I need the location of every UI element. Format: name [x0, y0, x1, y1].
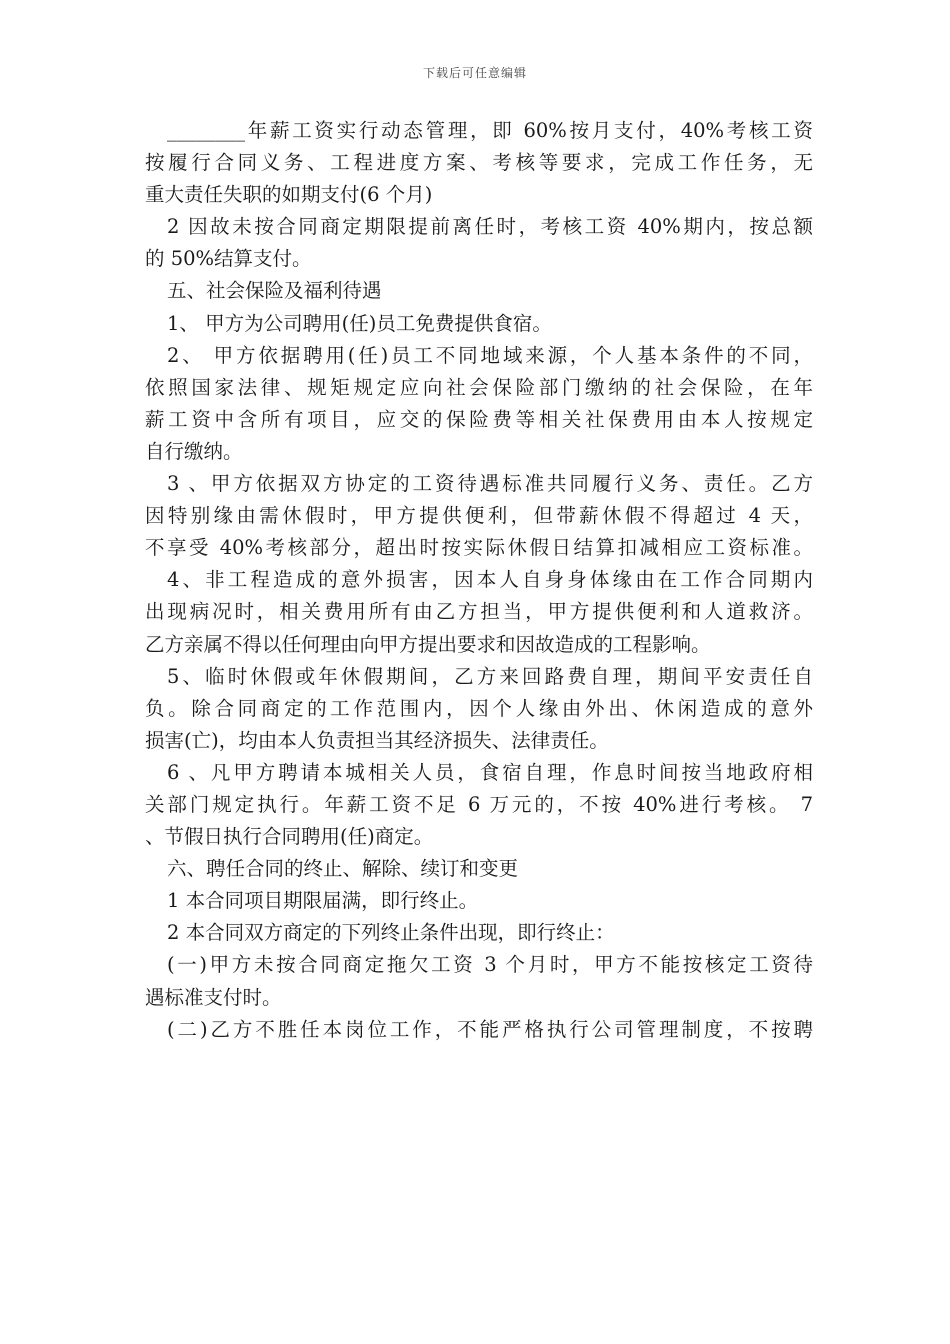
document-body [145, 115, 813, 1046]
text-line: 2 因故未按合同商定期限提前离任时，考核工资 40%期内，按总额 [167, 215, 813, 239]
text-line: (二)乙方不胜任本岗位工作，不能严格执行公司管理制度，不按聘 [167, 1017, 813, 1041]
text-line: 关部门规定执行。年薪工资不足 6 万元的，不按 40%进行考核。 7 [145, 792, 813, 816]
text-line: 不享受 40%考核部分，超出时按实际休假日结算扣减相应工资标准。 [145, 536, 813, 560]
text-line: 、节假日执行合同聘用(任)商定。 [145, 825, 434, 849]
text-line: 4、非工程造成的意外损害，因本人自身身体缘由在工作合同期内 [167, 568, 813, 592]
text-line: 因特别缘由需休假时，甲方提供便利，但带薪休假不得超过 4 天， [145, 504, 813, 528]
text-line: 的 50%结算支付。 [145, 247, 312, 271]
text-line: 2 本合同双方商定的下列终止条件出现，即行终止： [167, 921, 615, 945]
text-line: 负。除合同商定的工作范围内，因个人缘由外出、休闲造成的意外 [145, 696, 813, 720]
text-line: 损害(亡)，均由本人负责担当其经济损失、法律责任。 [145, 728, 609, 752]
text-line: (一)甲方未按合同商定拖欠工资 3 个月时，甲方不能按核定工资待 [167, 953, 813, 977]
text-line: 1、 甲方为公司聘用(任)员工免费提供食宿。 [167, 311, 552, 335]
text-line: 五、社会保险及福利待遇 [167, 279, 382, 303]
text-line: 遇标准支付时。 [145, 985, 282, 1009]
text-line: 薪工资中含所有项目，应交的保险费等相关社保费用由本人按规定 [145, 407, 813, 431]
text-line: 3 、甲方依据双方协定的工资待遇标准共同履行义务、责任。乙方 [167, 472, 813, 496]
text-line: 1 本合同项目期限届满，即行终止。 [167, 889, 479, 913]
text-line: 自行缴纳。 [145, 439, 243, 463]
text-line: 按履行合同义务、工程进度方案、考核等要求，完成工作任务，无 [145, 151, 813, 175]
text-line: 重大责任失职的如期支付(6 个月) [145, 183, 433, 207]
text-line: ________年薪工资实行动态管理，即 60%按月支付，40%考核工资 [167, 119, 813, 142]
text-line: 出现病况时，相关费用所有由乙方担当，甲方提供便利和人道救济。 [145, 600, 813, 624]
page-header: 下载后可任意编辑 [422, 66, 527, 80]
text-line: 6 、凡甲方聘请本城相关人员，食宿自理，作息时间按当地政府相 [167, 760, 813, 784]
text-line: 5、临时休假或年休假期间，乙方来回路费自理，期间平安责任自 [167, 664, 813, 688]
text-line: 乙方亲属不得以任何理由向甲方提出要求和因故造成的工程影响。 [145, 632, 711, 656]
text-line: 依照国家法律、规矩规定应向社会保险部门缴纳的社会保险，在年 [145, 375, 813, 399]
text-line: 2、 甲方依据聘用(任)员工不同地域来源，个人基本条件的不同， [167, 343, 813, 367]
text-line: 六、聘任合同的终止、解除、续订和变更 [167, 857, 519, 881]
